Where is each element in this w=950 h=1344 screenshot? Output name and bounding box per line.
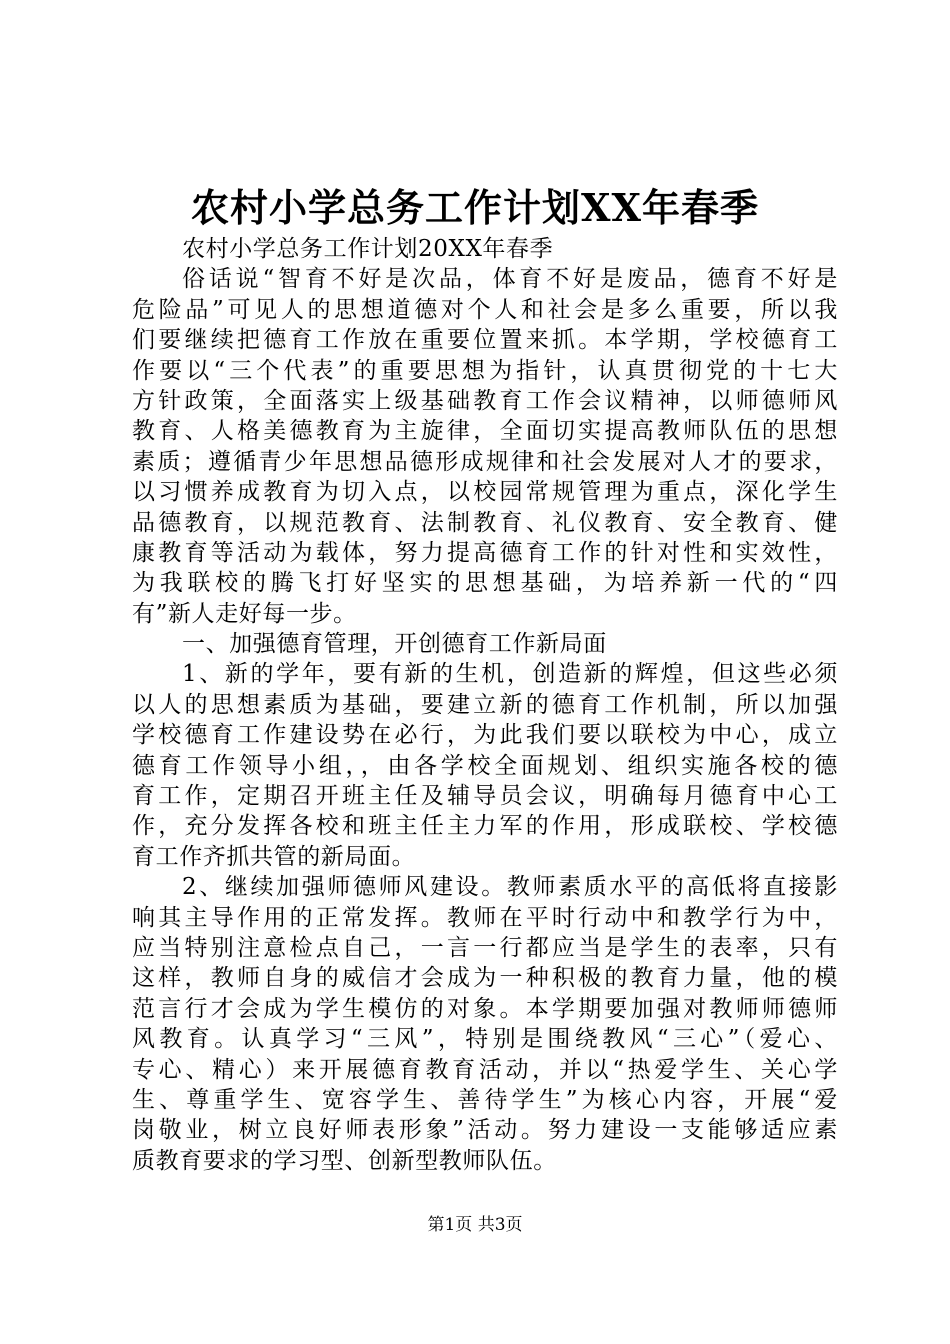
text-line: 育工作，定期召开班主任及辅导员会议，明确每月德育中心工: [132, 783, 838, 810]
text-line: 范言行才会成为学生模仿的对象。本学期要加强对教师师德师: [132, 995, 838, 1022]
text-line: 作，充分发挥各校和班主任主力军的作用，形成联校、学校德: [132, 813, 838, 840]
text-line: 品德教育，以规范教育、法制教育、礼仪教育、安全教育、健: [132, 509, 838, 536]
document-title: 农村小学总务工作计划XX年春季: [191, 185, 759, 230]
text-line: 教育、人格美德教育为主旋律，全面切实提高教师队伍的思想: [132, 418, 838, 445]
text-line: 响其主导作用的正常发挥。教师在平时行动中和教学行为中，: [132, 904, 838, 931]
text-line: 专心、精心）来开展德育教育活动，并以“热爱学生、关心学: [132, 1056, 838, 1083]
text-line: 岗敬业，树立良好师表形象”活动。努力建设一支能够适应素: [132, 1117, 838, 1144]
text-line: 康教育等活动为载体，努力提高德育工作的针对性和实效性，: [132, 539, 838, 566]
text-line: 应当特别注意检点自己，一言一行都应当是学生的表率，只有: [132, 934, 838, 961]
document-body: [132, 234, 838, 1176]
text-line: 德育工作领导小组，，由各学校全面规划、组织实施各校的德: [132, 752, 838, 779]
text-line: 育工作齐抓共管的新局面。: [132, 843, 416, 870]
text-line: 为我联校的腾飞打好坚实的思想基础，为培养新一代的“四: [132, 570, 838, 597]
text-line: 农村小学总务工作计划20XX年春季: [182, 236, 554, 262]
text-line: 有”新人走好每一步。: [132, 600, 357, 627]
text-line: 们要继续把德育工作放在重要位置来抓。本学期，学校德育工: [132, 327, 838, 354]
text-line: 这样，教师自身的威信才会成为一种积极的教育力量，他的模: [132, 965, 838, 992]
text-line: 学校德育工作建设势在必行，为此我们要以联校为中心，成立: [132, 722, 838, 749]
text-line: 一、加强德育管理，开创德育工作新局面: [182, 631, 607, 658]
page-footer: 第1页 共3页: [427, 1215, 523, 1235]
text-line: 以人的思想素质为基础，要建立新的德育工作机制，所以加强: [132, 691, 838, 718]
text-line: 质教育要求的学习型、创新型教师队伍。: [132, 1147, 557, 1174]
text-line: 1、新的学年，要有新的生机，创造新的辉煌，但这些必须: [182, 661, 838, 688]
text-line: 生、尊重学生、宽容学生、善待学生”为核心内容，开展“爱: [132, 1086, 838, 1113]
text-line: 风教育。认真学习“三风”，特别是围绕教风“三心”（爱心、: [132, 1026, 838, 1053]
text-line: 作要以“三个代表”的重要思想为指针，认真贯彻党的十七大: [132, 357, 838, 384]
text-line: 方针政策，全面落实上级基础教育工作会议精神，以师德师风: [132, 387, 838, 414]
text-line: 危险品”可见人的思想道德对个人和社会是多么重要，所以我: [132, 296, 838, 323]
text-line: 以习惯养成教育为切入点，以校园常规管理为重点，深化学生: [132, 479, 838, 506]
text-line: 2、继续加强师德师风建设。教师素质水平的高低将直接影: [182, 874, 838, 901]
text-line: 素质；遵循青少年思想品德形成规律和社会发展对人才的要求，: [132, 448, 838, 475]
text-line: 俗话说“智育不好是次品，体育不好是废品，德育不好是: [182, 266, 838, 293]
